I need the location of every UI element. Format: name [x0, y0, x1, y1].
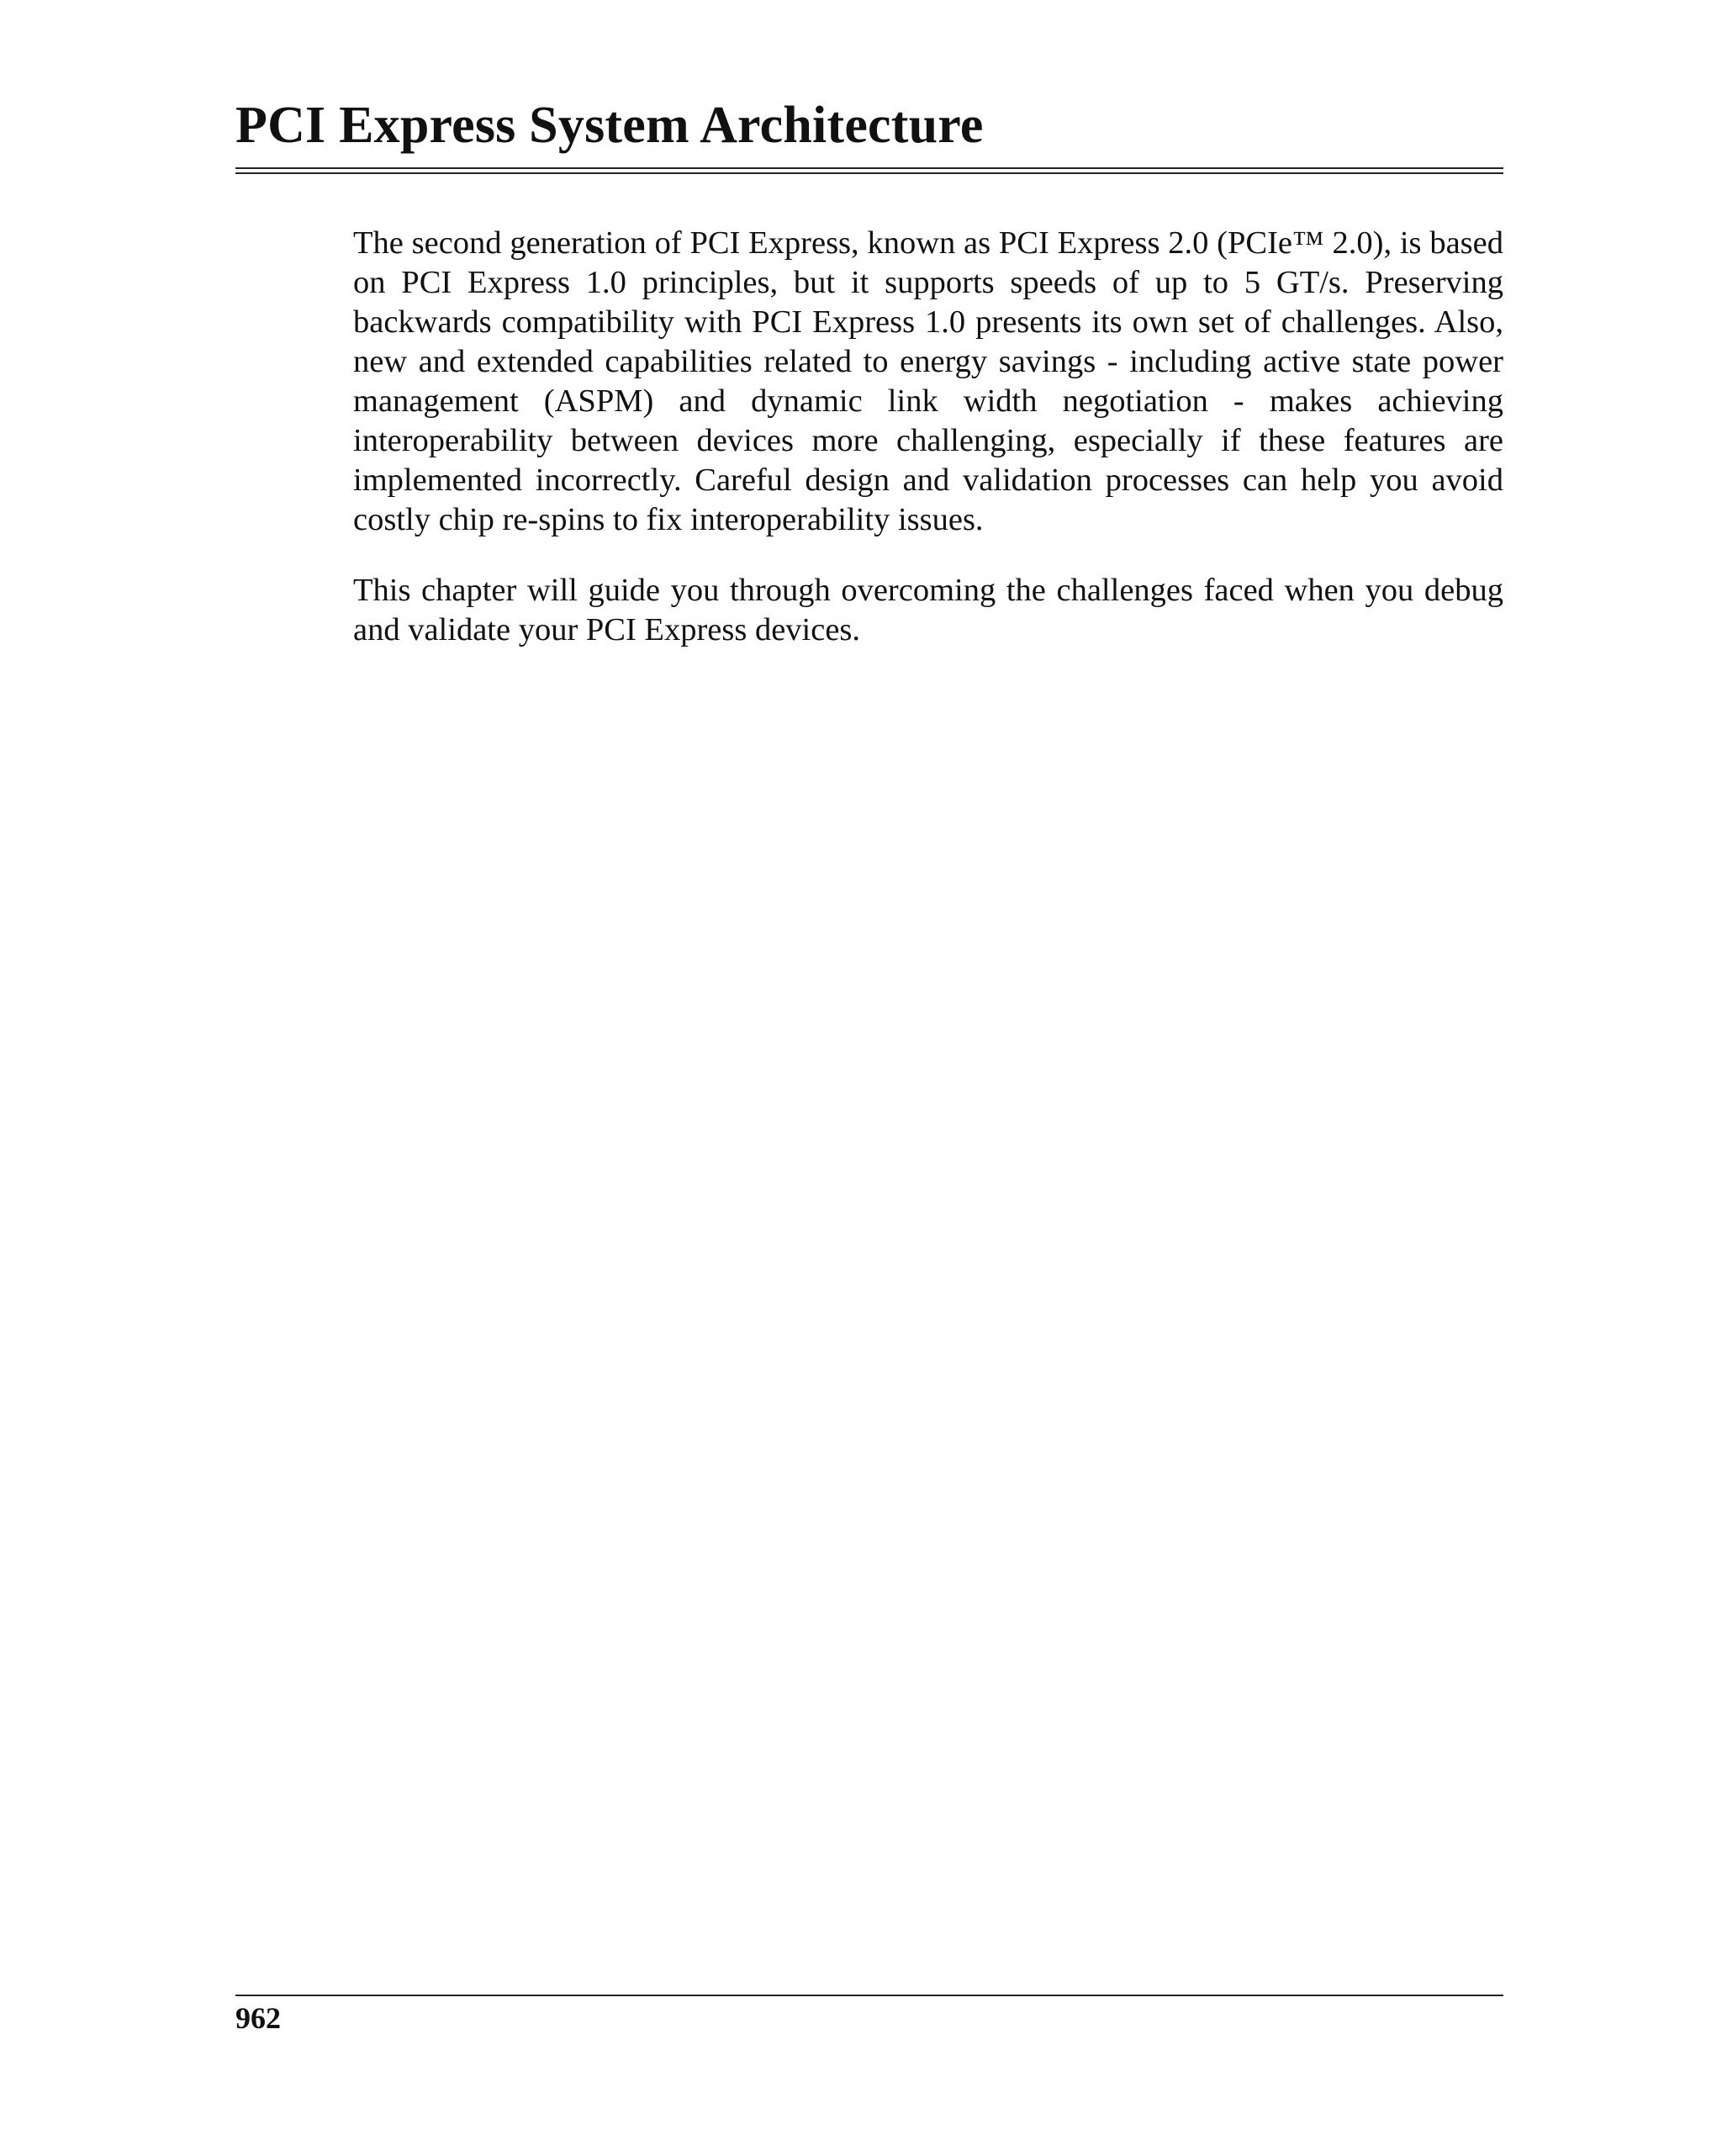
- page-footer: [235, 1995, 1503, 2033]
- page-header: [235, 97, 1503, 154]
- running-head-title: PCI Express System Architecture: [235, 97, 984, 154]
- body-paragraph: The second generation of PCI Express, known as PCI Express 2.0 (PCIe™ 2.0), is based on PCI Express 1.0 principles, but it supports speeds of up to 5 GT/s. Preserving backwards compatibility with PCI Express 1.0 presents its own set of challenges. Also, new and extended capabilities related to energy savings - including active state power management (ASPM) and dynamic link width negotiation - makes achieving interoperability between devices more challenging, especially if these features are implemented incorrectly. Careful design and validation processes can help you avoid costly chip re-spins to fix interoperability issues.: [353, 225, 1503, 537]
- footer-rule: [235, 1995, 1503, 1996]
- page-number: 962: [235, 2001, 281, 2035]
- body-paragraph: This chapter will guide you through overcoming the challenges faced when you debug and validate your PCI Express devices.: [353, 573, 1503, 647]
- body-text: [353, 224, 1503, 681]
- header-double-rule: [235, 167, 1503, 174]
